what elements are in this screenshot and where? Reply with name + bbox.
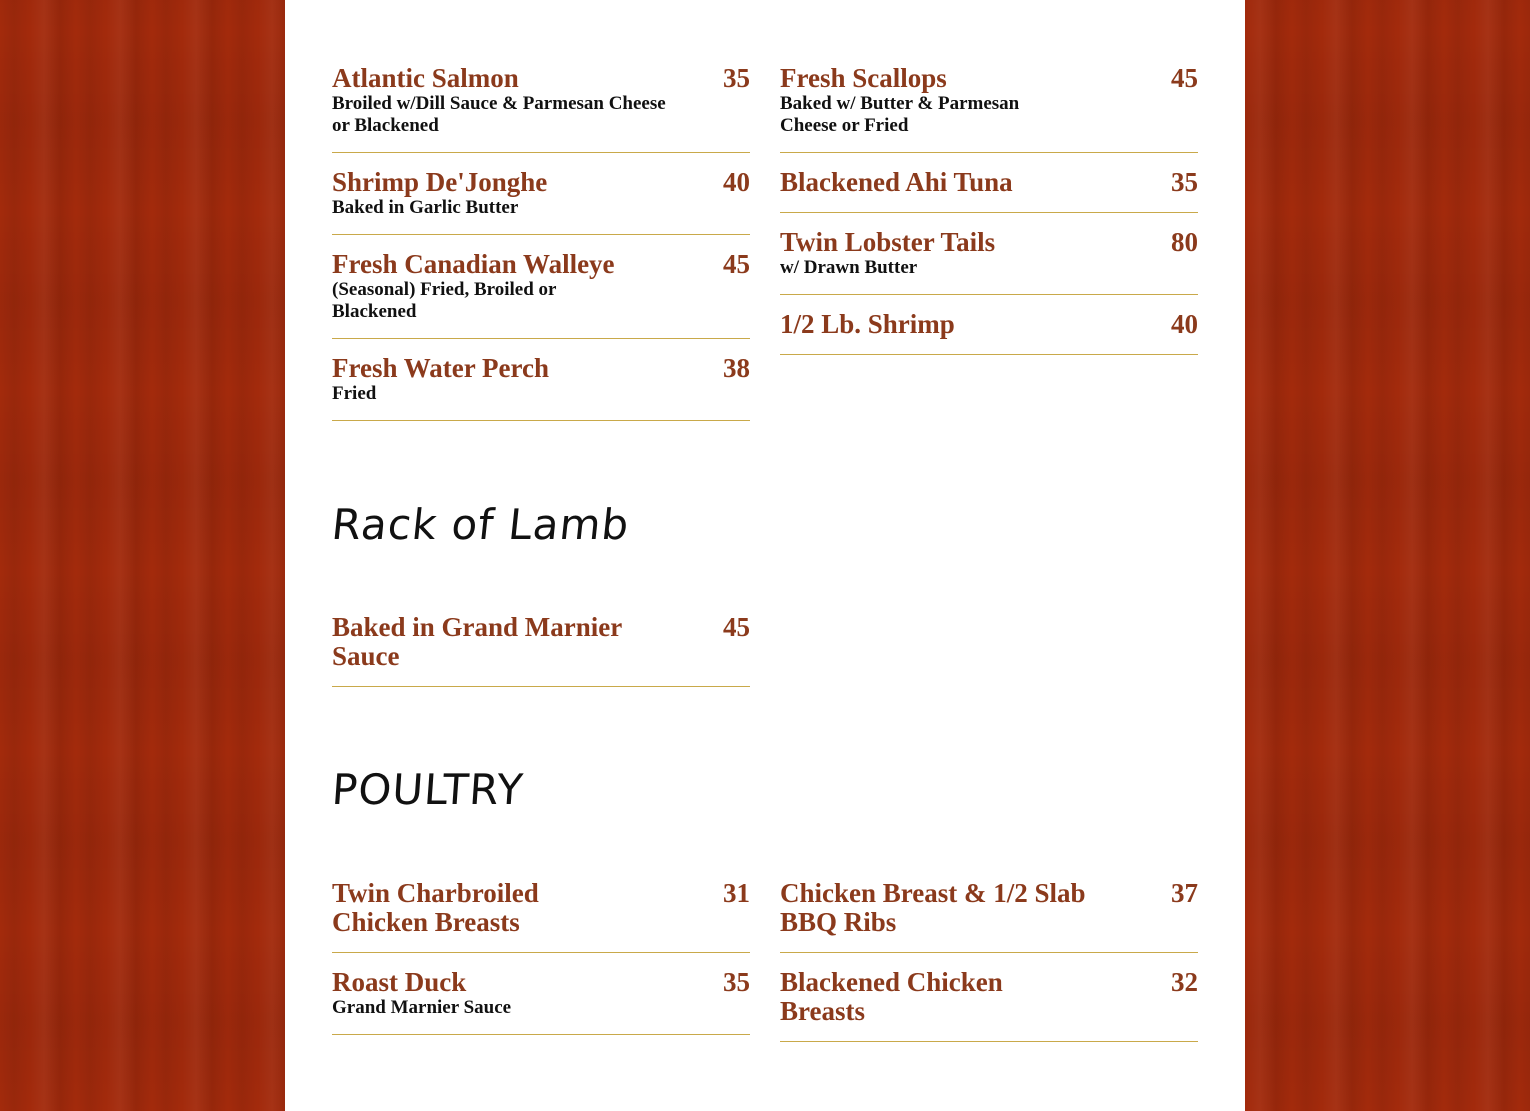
item-name: Twin Charbroiled Chicken Breasts: [332, 878, 539, 937]
section-title-lamb: Rack of Lamb: [329, 500, 632, 549]
menu-item: [780, 310, 1198, 355]
item-price: 32: [1171, 967, 1198, 997]
item-price: 45: [1171, 63, 1198, 93]
item-description: Broiled w/Dill Sauce & Parmesan Cheese or Blackened: [332, 93, 666, 136]
menu-item: [332, 613, 750, 687]
item-price: 40: [723, 167, 750, 197]
item-name: Blackened Ahi Tuna: [780, 167, 1013, 197]
section-title-poultry: POULTRY: [330, 765, 526, 814]
menu-item: [780, 968, 1198, 1042]
menu-item: [780, 228, 1198, 295]
item-name: Atlantic Salmon: [332, 63, 519, 93]
item-description: w/ Drawn Butter: [780, 257, 918, 278]
item-price: 35: [723, 63, 750, 93]
item-name: Twin Lobster Tails: [780, 227, 996, 257]
item-description: Grand Marnier Sauce: [332, 997, 512, 1018]
item-price: 35: [1171, 167, 1198, 197]
menu-item: [332, 168, 750, 235]
item-price: 45: [723, 249, 750, 279]
item-description: Baked w/ Butter & Parmesan Cheese or Fried: [780, 93, 1020, 136]
item-name: Roast Duck: [332, 967, 467, 997]
menu-item: [332, 968, 750, 1035]
item-price: 80: [1171, 227, 1198, 257]
item-name: 1/2 Lb. Shrimp: [780, 309, 955, 339]
item-description: Fried: [332, 383, 377, 404]
item-name: Blackened Chicken Breasts: [780, 967, 1003, 1026]
menu-item: [780, 879, 1198, 953]
item-description: (Seasonal) Fried, Broiled or Blackened: [332, 279, 557, 322]
item-name: Fresh Scallops: [780, 63, 947, 93]
menu-item: [780, 64, 1198, 153]
item-price: 31: [723, 878, 750, 908]
item-name: Shrimp De'Jonghe: [332, 167, 548, 197]
item-price: 35: [723, 967, 750, 997]
menu-item: [780, 168, 1198, 213]
menu-item: [332, 879, 750, 953]
item-name: Baked in Grand Marnier Sauce: [332, 612, 622, 671]
item-name: Fresh Water Perch: [332, 353, 549, 383]
item-price: 40: [1171, 309, 1198, 339]
menu-item: [332, 64, 750, 153]
item-price: 37: [1171, 878, 1198, 908]
menu-item: [332, 250, 750, 339]
item-name: Fresh Canadian Walleye: [332, 249, 615, 279]
item-description: Baked in Garlic Butter: [332, 197, 519, 218]
item-price: 38: [723, 353, 750, 383]
menu-item: [332, 354, 750, 421]
item-name: Chicken Breast & 1/2 Slab BBQ Ribs: [780, 878, 1086, 937]
item-price: 45: [723, 612, 750, 642]
